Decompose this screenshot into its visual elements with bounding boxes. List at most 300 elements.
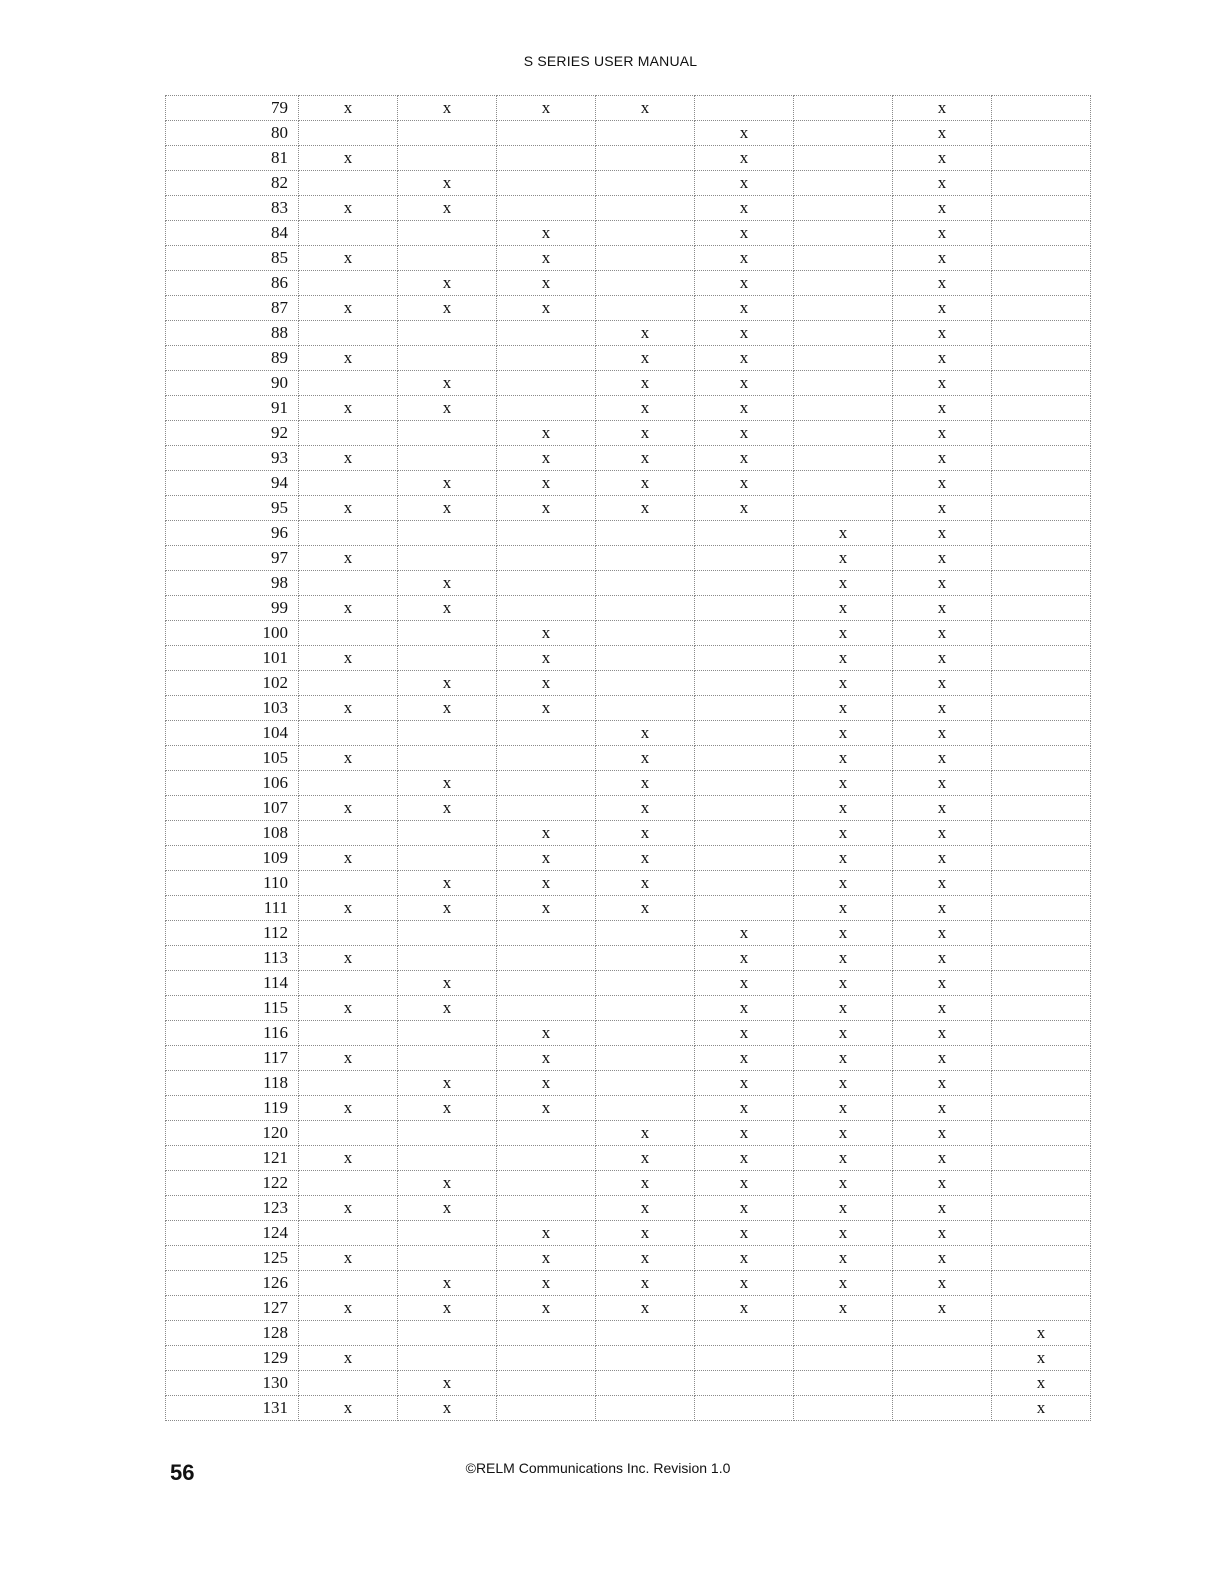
table-cell-col-4 (596, 1346, 695, 1371)
row-number: 97 (166, 546, 299, 571)
table-cell-col-8 (992, 571, 1091, 596)
table-cell-col-8 (992, 371, 1091, 396)
table-cell-mark: x (893, 1196, 992, 1221)
table-cell-mark: x (794, 771, 893, 796)
table-cell-mark: x (596, 1196, 695, 1221)
row-number: 89 (166, 346, 299, 371)
row-number: 104 (166, 721, 299, 746)
table-row (166, 1396, 1091, 1421)
table-cell-mark: x (893, 1046, 992, 1071)
table-row (166, 746, 1091, 771)
table-cell-col-8 (992, 246, 1091, 271)
table-cell-col-8 (992, 421, 1091, 446)
table-cell-col-7 (893, 1346, 992, 1371)
table-cell-col-8 (992, 121, 1091, 146)
table-cell-mark: x (893, 171, 992, 196)
table-row (166, 871, 1091, 896)
channel-bit-table (165, 95, 1091, 1421)
table-cell-col-5 (695, 521, 794, 546)
table-row (166, 421, 1091, 446)
table-cell-col-6 (794, 1371, 893, 1396)
table-cell-mark: x (497, 821, 596, 846)
table-cell-mark: x (299, 446, 398, 471)
table-cell-mark: x (299, 1096, 398, 1121)
table-cell-col-8 (992, 1046, 1091, 1071)
table-cell-col-8 (992, 1221, 1091, 1246)
table-cell-mark: x (596, 321, 695, 346)
table-cell-mark: x (695, 1021, 794, 1046)
table-cell-col-4 (596, 946, 695, 971)
table-cell-mark: x (695, 271, 794, 296)
table-cell-col-8 (992, 1246, 1091, 1271)
table-cell-col-8 (992, 921, 1091, 946)
table-cell-col-8 (992, 446, 1091, 471)
table-cell-mark: x (794, 671, 893, 696)
row-number: 105 (166, 746, 299, 771)
table-cell-mark: x (794, 971, 893, 996)
table-cell-col-8 (992, 821, 1091, 846)
table-cell-mark: x (893, 471, 992, 496)
table-cell-mark: x (893, 1071, 992, 1096)
table-cell-mark: x (497, 271, 596, 296)
row-number: 106 (166, 771, 299, 796)
table-cell-mark: x (398, 796, 497, 821)
table-cell-col-2 (398, 421, 497, 446)
table-cell-mark: x (398, 596, 497, 621)
table-cell-mark: x (893, 821, 992, 846)
table-cell-mark: x (596, 821, 695, 846)
table-row (166, 996, 1091, 1021)
table-cell-mark: x (398, 271, 497, 296)
table-cell-col-3 (497, 1196, 596, 1221)
table-cell-mark: x (893, 496, 992, 521)
table-cell-col-1 (299, 721, 398, 746)
row-number: 94 (166, 471, 299, 496)
table-cell-col-5 (695, 896, 794, 921)
table-cell-mark: x (497, 621, 596, 646)
table-row (166, 471, 1091, 496)
row-number: 98 (166, 571, 299, 596)
table-cell-col-2 (398, 1346, 497, 1371)
table-cell-mark: x (398, 1071, 497, 1096)
table-cell-col-2 (398, 1221, 497, 1246)
table-cell-col-3 (497, 196, 596, 221)
table-cell-mark: x (893, 846, 992, 871)
table-cell-mark: x (299, 696, 398, 721)
table-cell-col-8 (992, 471, 1091, 496)
table-cell-col-1 (299, 621, 398, 646)
row-number: 96 (166, 521, 299, 546)
table-cell-mark: x (695, 321, 794, 346)
table-cell-col-1 (299, 671, 398, 696)
table-cell-col-3 (497, 1396, 596, 1421)
row-number: 99 (166, 596, 299, 621)
table-cell-mark: x (299, 746, 398, 771)
table-cell-mark: x (794, 1171, 893, 1196)
table-cell-col-1 (299, 371, 398, 396)
table-cell-col-8 (992, 946, 1091, 971)
table-cell-col-8 (992, 546, 1091, 571)
table-cell-mark: x (596, 1246, 695, 1271)
table-cell-mark: x (893, 121, 992, 146)
table-row (166, 1021, 1091, 1046)
table-cell-mark: x (893, 1296, 992, 1321)
table-cell-mark: x (497, 471, 596, 496)
table-cell-mark: x (695, 496, 794, 521)
table-row (166, 246, 1091, 271)
table-cell-col-1 (299, 571, 398, 596)
table-cell-mark: x (497, 1221, 596, 1246)
table-cell-col-5 (695, 696, 794, 721)
table-cell-col-6 (794, 96, 893, 121)
table-cell-mark: x (398, 996, 497, 1021)
table-row (166, 96, 1091, 121)
table-row (166, 821, 1091, 846)
table-cell-mark: x (299, 1396, 398, 1421)
table-cell-col-3 (497, 171, 596, 196)
table-cell-mark: x (695, 1271, 794, 1296)
table-cell-col-3 (497, 346, 596, 371)
table-cell-mark: x (893, 1021, 992, 1046)
table-cell-col-2 (398, 921, 497, 946)
table-cell-col-5 (695, 646, 794, 671)
table-cell-col-3 (497, 1346, 596, 1371)
table-row (166, 596, 1091, 621)
table-row (166, 721, 1091, 746)
table-cell-mark: x (497, 1096, 596, 1121)
table-cell-col-4 (596, 696, 695, 721)
table-cell-col-4 (596, 196, 695, 221)
table-cell-col-1 (299, 1321, 398, 1346)
table-cell-mark: x (794, 621, 893, 646)
table-cell-mark: x (695, 121, 794, 146)
table-cell-col-2 (398, 1321, 497, 1346)
table-row (166, 1246, 1091, 1271)
row-number: 129 (166, 1346, 299, 1371)
table-cell-mark: x (695, 1196, 794, 1221)
table-cell-col-6 (794, 246, 893, 271)
table-cell-mark: x (893, 996, 992, 1021)
table-cell-mark: x (893, 1171, 992, 1196)
table-cell-col-6 (794, 221, 893, 246)
table-cell-col-4 (596, 221, 695, 246)
table-cell-col-8 (992, 1071, 1091, 1096)
table-cell-mark: x (398, 471, 497, 496)
table-cell-col-8 (992, 721, 1091, 746)
table-cell-mark: x (893, 296, 992, 321)
table-cell-mark: x (497, 671, 596, 696)
table-cell-col-1 (299, 771, 398, 796)
row-number: 92 (166, 421, 299, 446)
table-cell-mark: x (497, 246, 596, 271)
table-cell-mark: x (893, 921, 992, 946)
table-cell-mark: x (497, 1021, 596, 1046)
table-cell-mark: x (398, 1271, 497, 1296)
table-cell-col-8 (992, 296, 1091, 321)
table-cell-col-4 (596, 671, 695, 696)
table-cell-col-3 (497, 121, 596, 146)
table-cell-mark: x (794, 946, 893, 971)
row-number: 125 (166, 1246, 299, 1271)
table-cell-mark: x (893, 646, 992, 671)
table-cell-col-7 (893, 1396, 992, 1421)
row-number: 108 (166, 821, 299, 846)
table-cell-col-8 (992, 896, 1091, 921)
table-cell-mark: x (398, 671, 497, 696)
table-row (166, 396, 1091, 421)
table-cell-col-5 (695, 771, 794, 796)
table-row (166, 546, 1091, 571)
table-cell-mark: x (695, 971, 794, 996)
table-cell-mark: x (596, 746, 695, 771)
table-cell-col-3 (497, 1371, 596, 1396)
table-cell-col-5 (695, 746, 794, 771)
table-cell-col-8 (992, 346, 1091, 371)
table-cell-mark: x (794, 996, 893, 1021)
table-row (166, 771, 1091, 796)
table-cell-col-8 (992, 1196, 1091, 1221)
table-cell-mark: x (596, 346, 695, 371)
table-cell-col-1 (299, 821, 398, 846)
table-cell-col-7 (893, 1371, 992, 1396)
table-cell-mark: x (794, 1071, 893, 1096)
table-row (166, 1296, 1091, 1321)
table-cell-col-4 (596, 1371, 695, 1396)
row-number: 113 (166, 946, 299, 971)
table-cell-mark: x (695, 1046, 794, 1071)
table-cell-col-6 (794, 1346, 893, 1371)
table-cell-mark: x (695, 446, 794, 471)
table-cell-col-3 (497, 946, 596, 971)
table-cell-col-5 (695, 546, 794, 571)
table-cell-mark: x (497, 1246, 596, 1271)
table-cell-mark: x (893, 1121, 992, 1146)
table-cell-mark: x (893, 96, 992, 121)
table-cell-mark: x (596, 871, 695, 896)
table-cell-col-4 (596, 621, 695, 646)
table-cell-col-4 (596, 271, 695, 296)
table-cell-mark: x (299, 146, 398, 171)
table-cell-mark: x (695, 1296, 794, 1321)
table-cell-mark: x (299, 646, 398, 671)
table-cell-col-8 (992, 1121, 1091, 1146)
table-cell-col-3 (497, 771, 596, 796)
table-cell-col-8 (992, 96, 1091, 121)
table-cell-col-1 (299, 471, 398, 496)
table-cell-mark: x (398, 971, 497, 996)
table-cell-col-4 (596, 996, 695, 1021)
table-cell-col-2 (398, 346, 497, 371)
table-cell-col-5 (695, 1371, 794, 1396)
table-cell-mark: x (497, 96, 596, 121)
table-cell-mark: x (794, 571, 893, 596)
table-cell-mark: x (596, 496, 695, 521)
table-cell-mark: x (596, 371, 695, 396)
table-cell-col-3 (497, 1171, 596, 1196)
table-cell-mark: x (596, 896, 695, 921)
row-number: 109 (166, 846, 299, 871)
table-cell-mark: x (893, 1246, 992, 1271)
table-cell-mark: x (299, 1296, 398, 1321)
table-row (166, 1071, 1091, 1096)
table-cell-mark: x (299, 346, 398, 371)
table-cell-mark: x (893, 421, 992, 446)
table-cell-mark: x (299, 846, 398, 871)
table-cell-col-8 (992, 171, 1091, 196)
table-cell-mark: x (893, 246, 992, 271)
table-row (166, 146, 1091, 171)
table-row (166, 621, 1091, 646)
table-cell-col-4 (596, 646, 695, 671)
table-cell-mark: x (695, 221, 794, 246)
row-number: 112 (166, 921, 299, 946)
table-cell-col-4 (596, 121, 695, 146)
table-cell-col-6 (794, 446, 893, 471)
table-cell-mark: x (398, 1371, 497, 1396)
table-cell-mark: x (893, 271, 992, 296)
table-cell-col-8 (992, 846, 1091, 871)
table-cell-col-4 (596, 146, 695, 171)
table-cell-mark: x (794, 846, 893, 871)
table-cell-mark: x (695, 1096, 794, 1121)
table-cell-mark: x (893, 146, 992, 171)
table-cell-col-5 (695, 1396, 794, 1421)
table-cell-col-8 (992, 621, 1091, 646)
table-row (166, 296, 1091, 321)
table-row (166, 796, 1091, 821)
table-cell-col-1 (299, 921, 398, 946)
table-cell-col-5 (695, 821, 794, 846)
table-cell-col-3 (497, 1146, 596, 1171)
table-cell-mark: x (398, 496, 497, 521)
table-cell-mark: x (695, 996, 794, 1021)
table-cell-mark: x (596, 796, 695, 821)
table-cell-col-4 (596, 571, 695, 596)
table-cell-col-4 (596, 546, 695, 571)
table-cell-mark: x (398, 771, 497, 796)
table-cell-mark: x (893, 321, 992, 346)
table-cell-mark: x (992, 1321, 1091, 1346)
table-cell-col-3 (497, 146, 596, 171)
table-row (166, 1346, 1091, 1371)
table-cell-col-8 (992, 1146, 1091, 1171)
table-cell-col-8 (992, 996, 1091, 1021)
table-row (166, 646, 1091, 671)
table-cell-mark: x (596, 1296, 695, 1321)
row-number: 114 (166, 971, 299, 996)
row-number: 80 (166, 121, 299, 146)
table-cell-col-8 (992, 1271, 1091, 1296)
table-cell-col-8 (992, 496, 1091, 521)
table-cell-col-1 (299, 1171, 398, 1196)
table-row (166, 196, 1091, 221)
table-cell-mark: x (398, 696, 497, 721)
row-number: 126 (166, 1271, 299, 1296)
row-number: 130 (166, 1371, 299, 1396)
table-cell-col-2 (398, 1246, 497, 1271)
table-cell-mark: x (398, 871, 497, 896)
table-row (166, 1096, 1091, 1121)
table-cell-mark: x (794, 596, 893, 621)
table-cell-col-5 (695, 721, 794, 746)
table-cell-mark: x (398, 96, 497, 121)
table-cell-col-2 (398, 121, 497, 146)
row-number: 116 (166, 1021, 299, 1046)
table-cell-mark: x (893, 1146, 992, 1171)
table-cell-col-8 (992, 321, 1091, 346)
table-row (166, 271, 1091, 296)
table-cell-col-4 (596, 971, 695, 996)
table-cell-col-4 (596, 1096, 695, 1121)
table-cell-mark: x (893, 696, 992, 721)
table-cell-mark: x (497, 496, 596, 521)
row-number: 118 (166, 1071, 299, 1096)
table-cell-col-8 (992, 1296, 1091, 1321)
table-cell-mark: x (596, 421, 695, 446)
table-cell-col-3 (497, 796, 596, 821)
table-cell-col-6 (794, 196, 893, 221)
table-cell-col-5 (695, 1346, 794, 1371)
table-cell-col-6 (794, 171, 893, 196)
table-cell-col-3 (497, 1121, 596, 1146)
table-cell-mark: x (497, 1271, 596, 1296)
table-cell-mark: x (893, 1271, 992, 1296)
table-cell-mark: x (596, 1121, 695, 1146)
table-cell-col-6 (794, 371, 893, 396)
table-cell-col-1 (299, 271, 398, 296)
row-number: 90 (166, 371, 299, 396)
row-number: 120 (166, 1121, 299, 1146)
table-cell-col-6 (794, 396, 893, 421)
footer-copyright: ©RELM Communications Inc. Revision 1.0 (465, 1460, 731, 1476)
table-cell-mark: x (794, 1046, 893, 1071)
table-cell-mark: x (695, 421, 794, 446)
table-cell-col-2 (398, 321, 497, 346)
table-cell-col-5 (695, 1321, 794, 1346)
table-row (166, 121, 1091, 146)
table-cell-col-2 (398, 746, 497, 771)
table-cell-col-8 (992, 221, 1091, 246)
table-cell-mark: x (398, 1296, 497, 1321)
table-row (166, 1196, 1091, 1221)
table-cell-col-3 (497, 746, 596, 771)
table-cell-mark: x (299, 1246, 398, 1271)
table-cell-col-5 (695, 596, 794, 621)
table-cell-col-3 (497, 546, 596, 571)
table-cell-col-4 (596, 296, 695, 321)
table-row (166, 1221, 1091, 1246)
table-cell-mark: x (497, 296, 596, 321)
table-cell-col-3 (497, 371, 596, 396)
table-cell-mark: x (893, 871, 992, 896)
table-cell-mark: x (992, 1396, 1091, 1421)
table-cell-col-1 (299, 1221, 398, 1246)
table-cell-mark: x (695, 1071, 794, 1096)
table-cell-mark: x (794, 696, 893, 721)
table-cell-mark: x (893, 571, 992, 596)
table-cell-col-3 (497, 396, 596, 421)
table-cell-col-6 (794, 121, 893, 146)
table-cell-col-8 (992, 1096, 1091, 1121)
table-cell-col-4 (596, 521, 695, 546)
table-cell-mark: x (695, 1246, 794, 1271)
table-cell-mark: x (596, 1271, 695, 1296)
table-cell-mark: x (596, 1171, 695, 1196)
row-number: 86 (166, 271, 299, 296)
table-cell-col-8 (992, 746, 1091, 771)
table-cell-mark: x (695, 471, 794, 496)
table-cell-mark: x (893, 946, 992, 971)
